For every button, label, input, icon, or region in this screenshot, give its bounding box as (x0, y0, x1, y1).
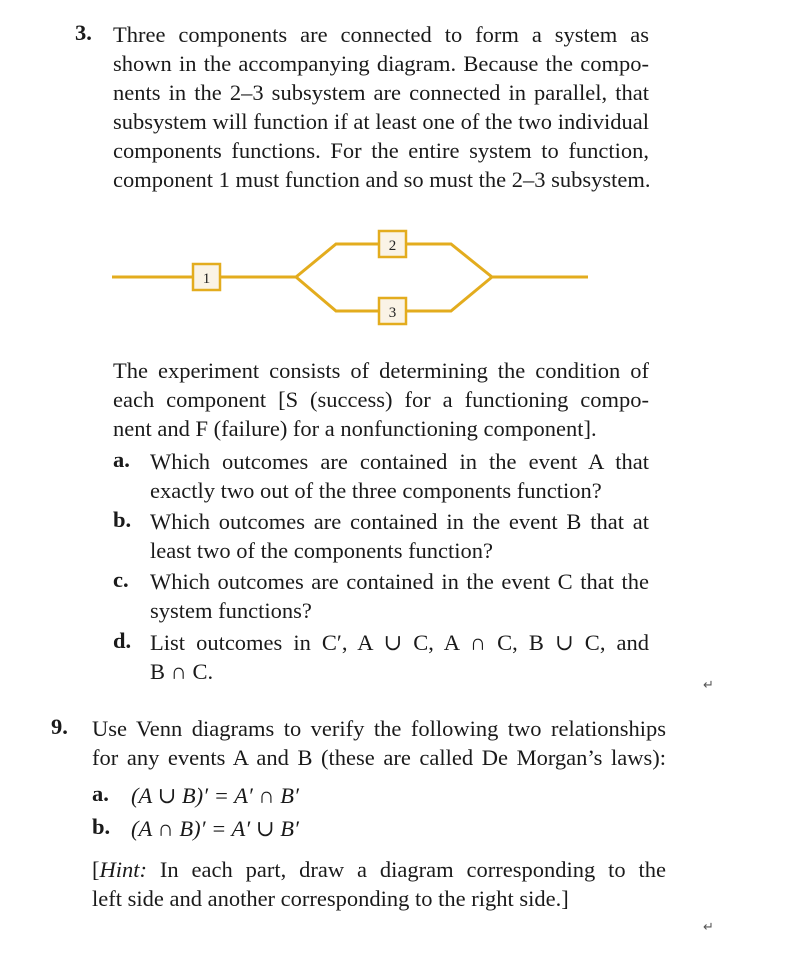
hint-open-bracket: [ (92, 857, 100, 882)
problem-9-intro (92, 714, 666, 772)
p9-part-b-formula: (A ∩ B)′ = A′ ∪ B′ (131, 816, 299, 841)
p9-part-a-formula: (A ∪ B)′ = A′ ∩ B′ (131, 783, 299, 808)
text-line: left side and another corresponding to the right side.] (92, 886, 569, 911)
return-mark-icon: ↵ (703, 920, 714, 935)
text-line: subsystem will function if at least one of the two individual (113, 109, 649, 134)
part-c-text (150, 567, 649, 625)
text-line: shown in the accompanying diagram. Because the compo- (113, 51, 649, 76)
text-line: Use Venn diagrams to verify the following two relationships (92, 716, 666, 741)
problem-9-number: 9. (51, 714, 68, 739)
text-line: system functions? (150, 598, 312, 623)
wire-lower-right (406, 277, 492, 311)
p9-part-a-label: a. (92, 781, 109, 806)
text-line: B ∩ C. (150, 659, 214, 684)
text-line: exactly two out of the three components function? (150, 478, 602, 503)
p9-part-b-label: b. (92, 814, 111, 839)
part-c-label: c. (113, 567, 129, 592)
return-mark-icon: ↵ (703, 678, 714, 693)
text-line: for any events A and B (these are called De Morgan’s laws): (92, 745, 666, 770)
text-line: components functions. For the entire system to function, (113, 138, 649, 163)
text-line: Which outcomes are contained in the event C that the (150, 569, 649, 594)
problem-9-hint (92, 855, 666, 913)
text-line: least two of the components function? (150, 538, 494, 563)
part-b-label: b. (113, 507, 132, 532)
text-line: Three components are connected to form a system as (113, 22, 649, 47)
hint-text: In each part, draw a diagram corresponding to the (159, 857, 667, 882)
part-a-text (150, 447, 649, 505)
part-d-text (150, 628, 649, 686)
text-line: component 1 must function and so must the 2–3 subsystem. (113, 167, 651, 192)
problem-3-intro (113, 20, 649, 194)
text-line: Which outcomes are contained in the event A that (150, 449, 649, 474)
problem-3-experiment (113, 356, 649, 443)
component-1-label: 1 (202, 271, 211, 287)
part-b-text (150, 507, 649, 565)
text-line: List outcomes in C′, A ∪ C, A ∩ C, B ∪ C, and (150, 630, 649, 655)
text-line: each component [S (success) for a functioning compo- (113, 387, 649, 412)
component-3-label: 3 (388, 305, 397, 321)
text-line: nent and F (failure) for a nonfunctioning component]. (113, 416, 597, 441)
system-diagram (0, 220, 802, 330)
hint-line (92, 855, 666, 884)
component-2-label: 2 (388, 238, 397, 254)
part-a-label: a. (113, 447, 130, 472)
text-line: The experiment consists of determining the condition of (113, 358, 649, 383)
wire-upper-left (296, 244, 379, 277)
text-line: nents in the 2–3 subsystem are connected in parallel, that (113, 80, 649, 105)
problem-3-number: 3. (75, 20, 92, 45)
text-line: Which outcomes are contained in the event B that at (150, 509, 649, 534)
wire-lower-left (296, 277, 379, 311)
hint-label: Hint: (99, 857, 147, 882)
part-d-label: d. (113, 628, 132, 653)
wire-upper-right (406, 244, 492, 277)
